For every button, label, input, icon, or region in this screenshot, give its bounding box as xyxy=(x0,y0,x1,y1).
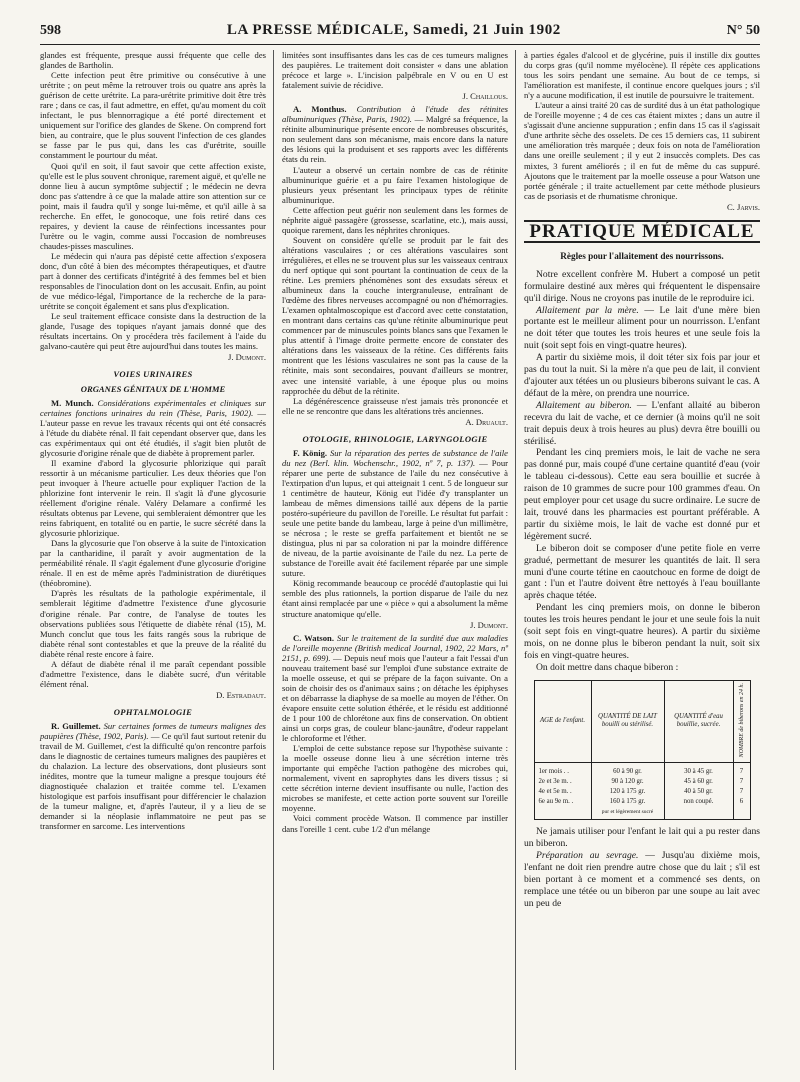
section-heading: OTOLOGIE, RHINOLOGIE, LARYNGOLOGIE xyxy=(302,433,488,444)
table-cell: 6e au 9e m. . xyxy=(538,798,574,806)
paragraph: La dégénérescence graisseuse n'est jamais très prononcée et elle ne se rencontre que dans les altérations très anciennes. xyxy=(282,395,508,416)
paragraph: L'auteur a observé un certain nombre de cas de rétinite albuminurique guérie et a pu faire l'examen histologique de plusieurs yeux présentant les principaux types de rétinite albuminurique. xyxy=(282,164,508,205)
column-divider xyxy=(273,50,274,1070)
section-heading: OPHTALMOLOGIE xyxy=(113,706,193,717)
table-header: AGE de l'enfant. xyxy=(534,680,591,762)
paragraph: König recommande beaucoup ce procédé d'autoplastie qui lui semble des plus rationnels, la portion disparue de l'aile du nez étant ainsi remplacée par une « pièce » qui a absolument la même structure anatomique qu'elle. xyxy=(282,578,508,619)
signature: J. Chaillous. xyxy=(462,91,508,102)
paragraph: — Depuis neuf mois que l'auteur a fait l'essai d'un nouveau traitement basé sur l'emploi d'une substance extraite de la moelle osseuse, et qui se prépare de la façon suivante. On a soin de choisir des os d'animaux sains ; on détache les épiphyses et on débarrasse la diaphyse de sa moelle au moyen de l'éther. On évapore ensuite cette solution éthérée, et le résidu est additionné de 1 pour 100 de chlorétone aux fins de conservation. On obtient ainsi un corps gras, de couleur blanc-jaunâtre, d'odeur rappelant le chloroforme et l'éther. xyxy=(282,652,508,744)
paragraph: — Le lait d'une mère bien portante est le meilleur aliment pour un nourrisson. L'enfant ne doit téter que toutes les trois heures et une seule fois la nuit (soit sept fois en vingt-quatre heures). xyxy=(524,304,760,352)
column-middle xyxy=(282,50,508,834)
paragraph: L'emploi de cette substance repose sur l'hypothèse suivante : la moelle osseuse donne lieu à une sécrétion interne très importante qui empêche l'action pathogène des microbes qui, normalement, vivent en saprophytes dans les divers tissus ; si cette sécrétion interne devient insuffisante ou nulle, l'action des microbes se manifeste, et cette action porte souvent sur l'oreille moyenne. xyxy=(282,743,508,814)
table-cell: 7 xyxy=(739,788,744,796)
table-header xyxy=(733,680,750,762)
paragraph: à parties égales d'alcool et de glycérine, puis il instille dix gouttes du corps gras (qu'il nomme myélocène). Il répète ces applications tous les soirs pendant une semaine. Au bout de ce temps, si l'amélioration est manifeste, il continue encore quelques jours ; s'il n'y a aucune modification, il est inutile de poursuivre le traitement. xyxy=(524,50,760,101)
paragraph: — Malgré sa fréquence, la rétinite albuminurique présente encore de nombreuses obscurités, non seulement dans son mécanisme, mais encore dans la nature des lésions qui la produisent et ses rapports avec les différents états du rein. xyxy=(282,114,508,165)
table-cell: 1er mois . . xyxy=(538,768,569,776)
article-title: Considérations expérimentales et cliniques sur certaines fonctions urinaires du rein (Thèse, Paris, 1902). xyxy=(40,397,267,418)
article-title: Contribution à l'étude des rétinites albuminuriques (Thèse, Paris, 1902). xyxy=(282,104,508,125)
article-title: Règles pour l'allaitement des nourrissons. xyxy=(560,250,724,261)
article-author: A. Monthus. xyxy=(293,104,347,115)
section-banner: PRATIQUE MÉDICALE xyxy=(524,220,760,243)
article-body-continued xyxy=(524,826,760,909)
column-left xyxy=(40,50,266,832)
paragraph: — Ce qu'il faut surtout retenir du travail de M. Guillemet, c'est la difficulté qu'on rencontre parfois dans le diagnostic de certaines tumeurs malignes des paupières et du chalazion. La lecture des observations, dont plusieurs sont inédites, montre que la tumeur maligne a presque toujours été diagnostiquée chalazion et traitée comme tel. L'examen histologique est parfois insuffisant pour différencier le chalazion de la tumeur maligne, et, d'après l'auteur, il y a lieu de se demander si la néoplasie inflammatoire ne peut pas se transformer en sarcome. Les interventions xyxy=(40,731,266,832)
journal-title: LA PRESSE MÉDICALE, Samedi, 21 Juin 1902 xyxy=(226,22,561,38)
paragraph: — L'auteur passe en revue les travaux récents qui ont été consacrés à l'étude du diabète rénal. Il fait cependant observer que, dans les cas expérimentaux qui ont été étudiés, il s'agit bien plutôt de glycosurie d'origine rénale que de diabète à proprement parler. xyxy=(40,407,267,458)
paragraph: Dans la glycosurie que l'on observe à la suite de l'intoxication par la cantharidine, il paraît y avoir augmentation de la perméabilité rénale. Il s'agit également d'une glycosurie d'origine rénale. Il en est de même après l'administration de diurétiques (théobromine). xyxy=(40,538,266,589)
table-cell: non coupé. xyxy=(683,798,714,806)
paragraph: A défaut de diabète rénal il me paraît cependant possible d'admettre l'existence, dans le diabète sucré, d'un véritable élément rénal. xyxy=(40,658,266,689)
table-cell: 120 à 175 gr. xyxy=(609,788,646,796)
table-cell: 30 à 45 gr. xyxy=(684,768,713,776)
signature: D. Estradaut. xyxy=(216,689,266,700)
article-author: F. König. xyxy=(293,447,328,458)
column-divider xyxy=(515,50,516,1070)
paragraph: — Jusqu'au dixième mois, l'enfant ne doit rien prendre autre chose que du lait ; s'il est bien portant à ce moment et a commencé ses dents, on remplace une tétée ou un biberon par une soupe au lait avec un peu de xyxy=(524,849,760,909)
signature: C. Jarvis. xyxy=(726,201,760,212)
paragraph-lead: Préparation au sevrage. xyxy=(536,849,639,861)
paragraph: — Pour réparer une perte de substance de l'aile du nez consécutive à l'extirpation d'un lupus, et qui atteignait 1 cent. 5 de longueur sur 1 centimètre de hauteur, König eut l'idée d'y transplanter un lambeau de mêmes dimensions taillé aux dépens de la partie postéro-supérieure du pavillon de l'oreille. Le résultat fut parfait : seule une petite bande du lambeau, large à peine d'un millimètre, se nécrosa ; le reste se greffa parfaitement et bientôt ne se distingua, plus ni par sa coloration ni par la moindre différence de niveau, de la partie avoisinante de l'aile du nez. La perte de substance de l'oreille avait été facilement réparée par une simple suture. xyxy=(282,457,508,579)
paragraph: Le biberon doit se composer d'une petite fiole en verre gradué, permettant de mesurer les quantités de lait. Il sera muni d'une courte tétine en caoutchouc en forme de doigt de gant : l'un et l'autre doivent être nettoyés à l'eau bouillante après chaque tétée. xyxy=(524,542,760,602)
article-author: C. Watson. xyxy=(293,632,334,643)
feeding-table xyxy=(534,680,751,820)
column-right xyxy=(524,50,760,909)
article-author: R. Guillemet. xyxy=(51,721,101,731)
page-number: 598 xyxy=(40,23,61,38)
paragraph: limitées sont insuffisantes dans les cas de ces tumeurs malignes des paupières. Le traitement doit consister « dans une ablation précoce et large ». L'incision palpébrale en V ou en U est fatalement suivie de récidive. xyxy=(282,50,508,91)
section-heading: VOIES URINAIRES xyxy=(113,369,193,380)
article-author: M. Munch. xyxy=(51,397,94,408)
table-row xyxy=(534,763,750,820)
table-cell: 45 à 60 gr. xyxy=(684,778,713,786)
paragraph: glandes est fréquente, presque aussi fréquente que celle des glandes de Bartholin. xyxy=(40,50,266,71)
paragraph: Ne jamais utiliser pour l'enfant le lait qui a pu rester dans un biberon. xyxy=(524,826,760,849)
article-title: Sur le traitement de la surdité due aux maladies de l'oreille moyenne (British medical Journal, 1902, 22 Mars, nº 2151, p. 699). xyxy=(282,632,508,663)
paragraph: A partir du sixième mois, il doit téter six fois par jour et pas du tout la nuit. Si la mère n'a que peu de lait, il convient d'ajouter aux tétées un ou plusieurs biberons suivant le cas. A défaut de la mère, on prendra une nourrice. xyxy=(524,352,760,399)
signature: J. Dumont. xyxy=(470,619,508,630)
signature: A. Druault. xyxy=(465,416,508,427)
table-header: QUANTITÉ DE LAIT bouilli ou stérilisé. xyxy=(591,680,664,762)
paragraph: Notre excellent confrère M. Hubert a composé un petit formulaire destiné aux mères qui fréquentent le dispensaire qu'il dirige. Nous ne croyons pas inutile de le reproduire ici. xyxy=(524,268,760,304)
paragraph: Le seul traitement efficace consiste dans la destruction de la glande, l'usage des topiques n'ayant jamais donné que des résultats incertains. On y procédera très facilement à l'aide du galvano-cautère qui peut être aujourd'hui dans toutes les mains. xyxy=(40,311,266,352)
table-note: pur et légèrement sucré xyxy=(601,809,654,816)
header-rule xyxy=(40,44,760,45)
table-header-row xyxy=(534,680,750,762)
paragraph: Le médecin qui n'aura pas dépisté cette affection s'exposera donc, d'un côté à bien des mécomptes thérapeutiques, et d'autre part à donner des certificats d'intégrité à des femmes bel et bien responsables de l'inoculation dont on les accusait. Enfin, au point de vue médico-légal, l'importance de la recherche de la para-urétrite se conçoit également et sans plus d'explication. xyxy=(40,250,266,312)
paragraph: D'après les résultats de la pathologie expérimentale, il semblerait légitime d'admettre l'existence d'une glycosurie d'origine rénale. Par contre, de l'analyse de toutes les observations publiées sous l'étiquette de diabète rénal (15), M. Munch conclut que tous les faits rangés sous la rubrique de diabète rénal sont contestables et que la preuve de la réalité du diabète rénal reste encore à faire. xyxy=(40,588,266,659)
article-body xyxy=(524,269,760,674)
paragraph-lead: Allaitement par la mère. xyxy=(536,304,639,316)
table-cell: 4e et 5e m. . xyxy=(538,788,572,796)
paragraph: Il examine d'abord la glycosurie phlorizique qui paraît ressortir à un mécanisme particulier. Les deux théories que l'on peut invoquer à l'heure actuelle pour expliquer l'action de la phlorizine font intervenir le rein. Il s'agit là d'une glycosurie réellement d'origine rénale. Valéry Delamare a confirmé les résultats obtenus par Levene, qui sembleraient démontrer que les reins fabriquent, en totalité ou en partie, le sucre sécrété dans la glycosurie phlorizique. xyxy=(40,457,266,539)
paragraph: Souvent on considère qu'elle se produit par le fait des altérations vasculaires ; or ces altérations vasculaires sont irrégulières, et elles ne se trouvent plus sur les vaisseaux centraux du nerf optique qui sont pourtant la continuation de ceux de la rétine. Les premiers phénomènes sont des exsudats séreux et albumineux dans la couche intergranuleuse, entraînant de l'œdème des fibres nerveuses accompagné ou non d'hémorragies. L'examen ophtalmoscopique est d'accord avec cette constatation, en montrant dans certains cas qu'une rétinite albuminurique peut commencer par de minuscules points blancs sans que l'examen le plus attentif à l'image droite permette encore de constater des altérations dans les vaisseaux de la rétine. Ces différents faits montrent que les lésions vasculaires ne sont pas la cause de la rétinite, mais sont secondaires, pouvant d'ailleurs se montrer, avec une intensité variable, à une époque plus ou moins rapprochée du début de la rétinite. xyxy=(282,234,508,396)
table-cell: 6 xyxy=(739,798,744,806)
paragraph: Voici comment procède Watson. Il commence par instiller dans l'oreille 1 cent. cube 1/2 d'un mélange xyxy=(282,813,508,834)
paragraph: Cette infection peut être primitive ou consécutive à une urétrite ; on peut même la retrouver trois ou quatre ans après la guérison de cette urétrite. La para-urétrite primitive doit être très rare ; dans ce cas, il faut admettre, en effet, qu'au moment du coït infectant, le pus blennorragique a été porté directement et uniquement sur l'orifice des glandes de Skene. On comprend fort bien, au contraire, que le plus souvent l'infection de ces glandes se fasse par le pus qui, dans les cas d'urétrite, souille constamment le pourtour du méat. xyxy=(40,70,266,161)
paragraph: — L'enfant allaité au biberon recevra du lait de vache, et ce dernier (à moins qu'il ne soit trait depuis deux à trois heures au plus) devra être bouilli ou stérilisé. xyxy=(524,399,760,447)
table-header-label: NOMBRE de biberons en 24 h. xyxy=(738,682,745,758)
table-header: QUANTITÉ d'eau bouillie, sucrée. xyxy=(664,680,733,762)
table-cell: 60 à 90 gr. xyxy=(613,768,642,776)
table-cell: 2e et 3e m. . xyxy=(538,778,572,786)
page-header xyxy=(40,22,760,42)
table-cell: 7 xyxy=(739,778,744,786)
table-cell: 160 à 175 gr. xyxy=(609,798,646,806)
paragraph: Quoi qu'il en soit, il faut savoir que cette affection existe, qu'elle est le plus souvent chronique, rarement aiguë, et qu'elle ne donne lieu à aucun symptôme subjectif ; le médecin ne devra donc pas s'attendre à ce que la malade attire son attention sur ce point, mais il faudra qu'il y songe lui-même, et qu'il aille à sa recherche. En effet, le gonocoque, une fois retiré dans ces repaires, y devient la cause de réinfections incessantes pour l'urètre ou le vagin, comme aussi l'occasion de nombreuses chaudes-pisses masculines. xyxy=(40,160,266,251)
article-title: Sur certaines formes de tumeurs malignes des paupières (Thèse, 1902, Paris). xyxy=(40,721,266,742)
table-cell: 40 à 50 gr. xyxy=(684,788,713,796)
paragraph-lead: Allaitement au biberon. xyxy=(536,399,632,411)
paragraph: Pendant les cinq premiers mois, le lait de vache ne sera pas donné pur, mais coupé d'une certaine quantité d'eau (voir le tableau ci-dessous). Cette eau sera bouillie et sucrée à raison de 10 grammes de sucre pour 100 grammes d'eau. On peut employer pour cet usage du sucre ordinaire. Le sucre de lait, trouvé dans les pharmacies est pourtant préférable. A partir du sixième mois, le lait de vache est donné pur et légèrement sucré. xyxy=(524,447,760,542)
section-subheading: ORGANES GÉNITAUX DE L'HOMME xyxy=(80,383,226,394)
table-cell: 7 xyxy=(739,768,744,776)
issue-number: N° 50 xyxy=(726,23,760,38)
paragraph: Pendant les cinq premiers mois, on donne le biberon toutes les trois heures pendant le jour et une seule fois la nuit (soit sept fois en vingt-quatre heures). A partir du sixième mois, on ne donne plus le biberon pendant la nuit, soit six fois en vingt-quatre heures. xyxy=(524,602,760,661)
paragraph: On doit mettre dans chaque biberon : xyxy=(536,661,679,673)
signature: J. Dumont. xyxy=(228,352,266,363)
paragraph: L'auteur a ainsi traité 20 cas de surdité dus à un état pathologique de l'oreille moyenne ; 4 de ces cas étaient mixtes ; dans un autre il s'agissait d'une ancienne suppuration ; enfin dans 15 cas il s'agissait d'une arthrite sèche des osselets. De ces 15 derniers cas, 11 subirent une amélioration très marquée ; deux fois on nota de l'amélioration dans une oreille seulement ; il y eut 2 insuccès complets. Des cas mixtes, 3 furent améliorés ; il en fut de même du cas suppuré. Ajoutons que le traitement par la moelle osseuse a pour Watson une portée générale ; il traite actuellement par cette méthode plusieurs cas de psoriasis et de rhumatisme chronique. xyxy=(524,100,760,201)
table-cell: 90 à 120 gr. xyxy=(611,778,644,786)
article-title: Sur la réparation des pertes de substance de l'aile du nez (Berl. klin. Wochenschr., 1902, nº 7, p. 137). xyxy=(282,447,508,468)
paragraph: Cette affection peut guérir non seulement dans les formes de néphrite aiguë passagère (grossesse, scarlatine, etc.), mais aussi, quoique rarement, dans les néphrites chroniques. xyxy=(282,204,508,235)
